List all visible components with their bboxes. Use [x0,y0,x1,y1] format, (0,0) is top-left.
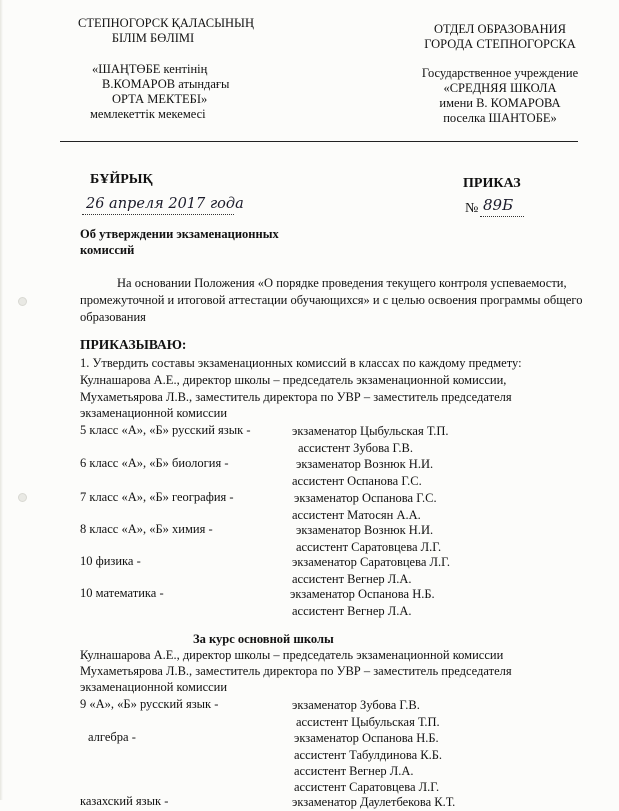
header-divider [60,141,578,142]
section2-line2: Мухаметьярова Л.В., заместитель директора по УВР – заместитель председателя [80,664,512,678]
row2-1-right: экзаменатор Зубова Г.В. [292,698,420,712]
section1-line3: Мухаметьярова Л.В., заместитель директора по УВР – заместитель председателя [80,390,512,404]
row2-4-right: ассистент Табулдинова К.Б. [294,748,443,762]
header-left-line6: мемлекеттік мекемесі [90,107,206,121]
scan-edge [0,0,3,800]
row5-left: 7 класс «А», «Б» география - [80,490,234,504]
row2-3-left: алгебра - [88,730,136,744]
row4-right: ассистент Оспанова Г.С. [292,474,422,488]
header-right-line2: ГОРОДА СТЕПНОГОРСКА [424,37,576,51]
header-right-line4: «СРЕДНЯЯ ШКОЛА [443,81,557,95]
row8-right: ассистент Саратовцева Л.Г. [296,540,442,554]
row2-right: ассистент Зубова Г.В. [298,441,413,455]
preamble-line1: На основании Положения «О порядке проведения текущего контроля успеваемости, [117,276,567,290]
header-left-line5: ОРТА МЕКТЕБІ» [112,92,208,106]
section1-line2: Кулнашарова А.Е., директор школы – председатель экзаменационной комиссии, [80,373,507,387]
row7-right: экзаменатор Вознюк Н.И. [296,523,434,537]
handwritten-order-number: 89Б [483,196,514,214]
header-left-line2: БІЛІМ БӨЛІМІ [111,31,195,45]
row10-right: ассистент Вегнер Л.А. [292,572,412,586]
order-number-prefix: № [465,201,479,216]
subject-line1: Об утверждении экзаменационных [80,227,279,241]
preamble-line2: промежуточной и итоговой аттестации обучающихся» и с целью освоения программы общего [80,293,583,307]
section2-heading: За курс основной школы [193,632,334,646]
section2-line1: Кулнашарова А.Е., директор школы – председатель экзаменационной комиссии [80,648,504,662]
row2-6-right: ассистент Саратовцева Л.Г. [294,780,440,794]
date-underline [82,214,234,215]
punch-hole [18,493,27,502]
kazakh-order-title: БҰЙРЫҚ [90,172,153,187]
row3-left: 6 класс «А», «Б» биология - [80,456,229,470]
handwritten-date: 26 апреля 2017 года [86,196,244,212]
header-left-line3: «ШАҢТӨБЕ кентінің [92,62,208,76]
orders-heading: ПРИКАЗЫВАЮ: [80,337,187,352]
row5-right: экзаменатор Оспанова Г.С. [294,491,437,505]
header-right-line1: ОТДЕЛ ОБРАЗОВАНИЯ [433,22,566,36]
row6-right: ассистент Матосян А.А. [292,508,421,522]
row11-right: экзаменатор Оспанова Н.Б. [290,587,435,601]
row9-right: экзаменатор Саратовцева Л.Г. [292,555,451,569]
row1-left: 5 класс «А», «Б» русский язык - [80,423,251,437]
russian-order-title: ПРИКАЗ [463,176,521,191]
header-right-line3: Государственное учреждение [421,66,579,80]
preamble-line3: образования [80,310,146,324]
header-right-line5: имени В. КОМАРОВА [439,96,561,110]
row11-left: 10 математика - [80,586,164,600]
section2-line3: экзаменационной комиссии [80,680,228,694]
row2-7-right: экзаменатор Даулетбекова К.Т. [292,795,456,809]
row3-right: экзаменатор Вознюк Н.И. [296,457,434,471]
row9-left: 10 физика - [80,554,141,568]
header-left-line4: В.КОМАРОВ атындағы [102,77,230,91]
row7-left: 8 класс «А», «Б» химия - [80,522,213,536]
row2-2-right: ассистент Цыбульская Т.П. [296,715,440,729]
row12-right: ассистент Вегнер Л.А. [292,604,412,618]
header-left-line1: СТЕПНОГОРСК ҚАЛАСЫНЫҢ [78,16,254,30]
section1-line4: экзаменационной комиссии [80,406,228,420]
section1-line1: 1. Утвердить составы экзаменационных комиссий в классах по каждому предмету: [80,356,522,370]
row2-1-left: 9 «А», «Б» русский язык - [80,697,219,711]
row2-7-left: казахский язык - [80,794,169,808]
subject-line2: комиссий [80,243,135,257]
row1-right: экзаменатор Цыбульская Т.П. [292,424,449,438]
row2-3-right: экзаменатор Оспанова Н.Б. [294,731,439,745]
header-right-line6: поселка ШАНТОБЕ» [443,111,557,125]
row2-5-right: ассистент Вегнер Л.А. [294,764,414,778]
punch-hole [18,297,27,306]
number-underline [480,216,524,217]
